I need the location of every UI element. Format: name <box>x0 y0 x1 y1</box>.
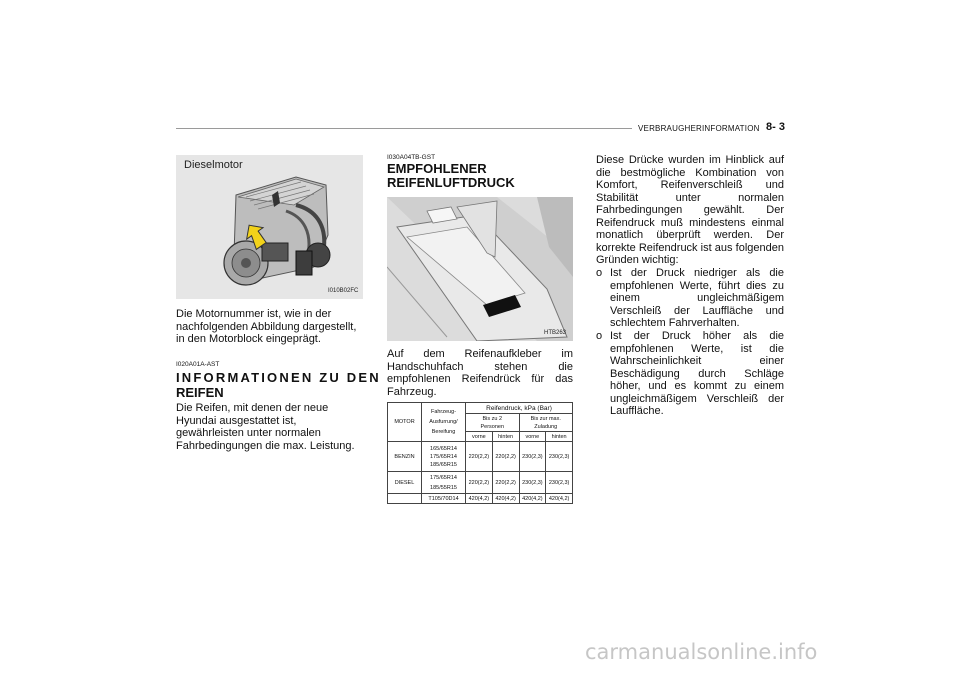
bullet-text: Ist der Druck niedriger als die empfohlenen Werte, führt dies zu einem ungleichmäßigem Verschleiß der Lauffläche und schlechtem Fahrverhalten. <box>610 267 784 329</box>
tire-info-paragraph: Die Reifen, mit denen der neue Hyundai ausgestattet ist, gewährleisten unter normalen Fahrbedingungen die max. Leistung. <box>176 402 355 452</box>
engine-paragraph: Die Motornummer ist, wie in der nachfolgenden Abbildung dargestellt, in den Motorblock eingeprägt. <box>176 308 357 345</box>
value-cell: 220(2,2) <box>492 442 519 472</box>
tire-pressure-table <box>387 402 573 504</box>
row-motor: DIESEL <box>388 472 422 494</box>
row-tires <box>422 472 466 494</box>
engine-figure-label: Dieselmotor <box>184 159 243 171</box>
col-fahrzeug-header <box>422 403 466 442</box>
group2-line1: Bis zur max. <box>530 415 561 422</box>
header-rule <box>176 128 632 129</box>
engine-figure-code: I010B02FC <box>328 288 359 294</box>
col-fahrzeug-line2: Ausfurrung/ <box>429 419 458 425</box>
group1-line2: Personen <box>480 423 505 430</box>
row-motor <box>388 494 422 504</box>
sub-rear-1: hinten <box>492 432 519 442</box>
group2-line2: Zuladung <box>534 423 558 430</box>
table-row <box>388 472 573 494</box>
value-cell: 220(2,2) <box>466 472 493 494</box>
engine-figure <box>176 155 363 299</box>
glovebox-figure-code: HTB263 <box>544 330 567 336</box>
tire-info-code: I020A01A-AST <box>176 361 220 368</box>
tire-size: 175/65R14 <box>430 453 457 460</box>
tire-size: 175/65R14 <box>430 474 457 481</box>
row-motor: BENZIN <box>388 442 422 472</box>
glovebox-figure <box>387 197 573 341</box>
tire-info-heading-line1: INFORMATIONEN ZU DEN <box>176 370 381 385</box>
value-cell: 420(4,2) <box>519 494 546 504</box>
pressure-code: I030A04TB-GST <box>387 154 436 161</box>
bullet-low-pressure <box>596 267 784 330</box>
group-max-load <box>519 414 573 432</box>
bullet-high-pressure <box>596 330 784 418</box>
watermark: carmanualsonline.info <box>585 640 818 664</box>
row-tires <box>422 442 466 472</box>
value-cell: 230(2,3) <box>546 442 573 472</box>
sub-front-1: vorne <box>466 432 493 442</box>
sub-front-2: vorne <box>519 432 546 442</box>
glovebox-illustration <box>387 197 573 341</box>
pressure-heading-line1: EMPFOHLENER <box>387 161 487 176</box>
tire-size: 185/65R15 <box>430 461 457 468</box>
table-row <box>388 442 573 472</box>
col-motor-header: MOTOR <box>388 403 422 442</box>
tire-size: 185/55R15 <box>430 484 457 491</box>
bullet-marker: o <box>596 330 603 342</box>
value-cell: 420(4,2) <box>466 494 493 504</box>
col-fahrzeug-line1: Fahrzeug- <box>430 409 457 415</box>
tire-info-heading-line2: REIFEN <box>176 385 224 400</box>
pressure-reasons-paragraph: Diese Drücke wurden im Hinblick auf die bestmögliche Kombination von Komfort, Reifenverschleiß und Stabilität unter normalen Fahrbedingungen gewählt. Der Reifendruck muß mindestens einmal monatlich überprüft werden. Der korrekte Reifendruck ist aus folgenden Gründen wichtig: <box>596 154 784 266</box>
pressure-paragraph: Auf dem Reifenaufkleber im Handschuhfach stehen die empfohlenen Reifendrück für das Fahrzeug. <box>387 348 573 398</box>
col-fahrzeug-line3: Bereifung <box>431 429 456 435</box>
pressure-heading-line2: REIFENLUFTDRUCK <box>387 175 515 190</box>
page-number: 8- 3 <box>766 121 785 133</box>
engine-illustration <box>176 155 363 299</box>
sub-rear-2: hinten <box>546 432 573 442</box>
tire-size: 165/65R14 <box>430 445 457 452</box>
bullet-text: Ist der Druck höher als die empfohlenen Werte, ist die Wahrscheinlichkeit einer Beschädigung durch Schläge höher, und es kommt zu einem ungleichmäßigem Verschleiß der Lauffläche. <box>610 330 784 417</box>
value-cell: 220(2,2) <box>492 472 519 494</box>
value-cell: 230(2,3) <box>519 442 546 472</box>
row-tires: T105/70D14 <box>422 494 466 504</box>
value-cell: 230(2,3) <box>546 472 573 494</box>
col-pressure-header: Reifendruck, kPa (Bar) <box>466 403 573 414</box>
group-two-persons <box>466 414 520 432</box>
value-cell: 420(4,2) <box>546 494 573 504</box>
table-row <box>388 494 573 504</box>
value-cell: 420(4,2) <box>492 494 519 504</box>
section-title: VERBRAUGHERINFORMATION <box>638 124 760 133</box>
bullet-marker: o <box>596 267 603 279</box>
group1-line1: Bis zu 2 <box>482 415 503 422</box>
value-cell: 220(2,2) <box>466 442 493 472</box>
value-cell: 230(2,3) <box>519 472 546 494</box>
